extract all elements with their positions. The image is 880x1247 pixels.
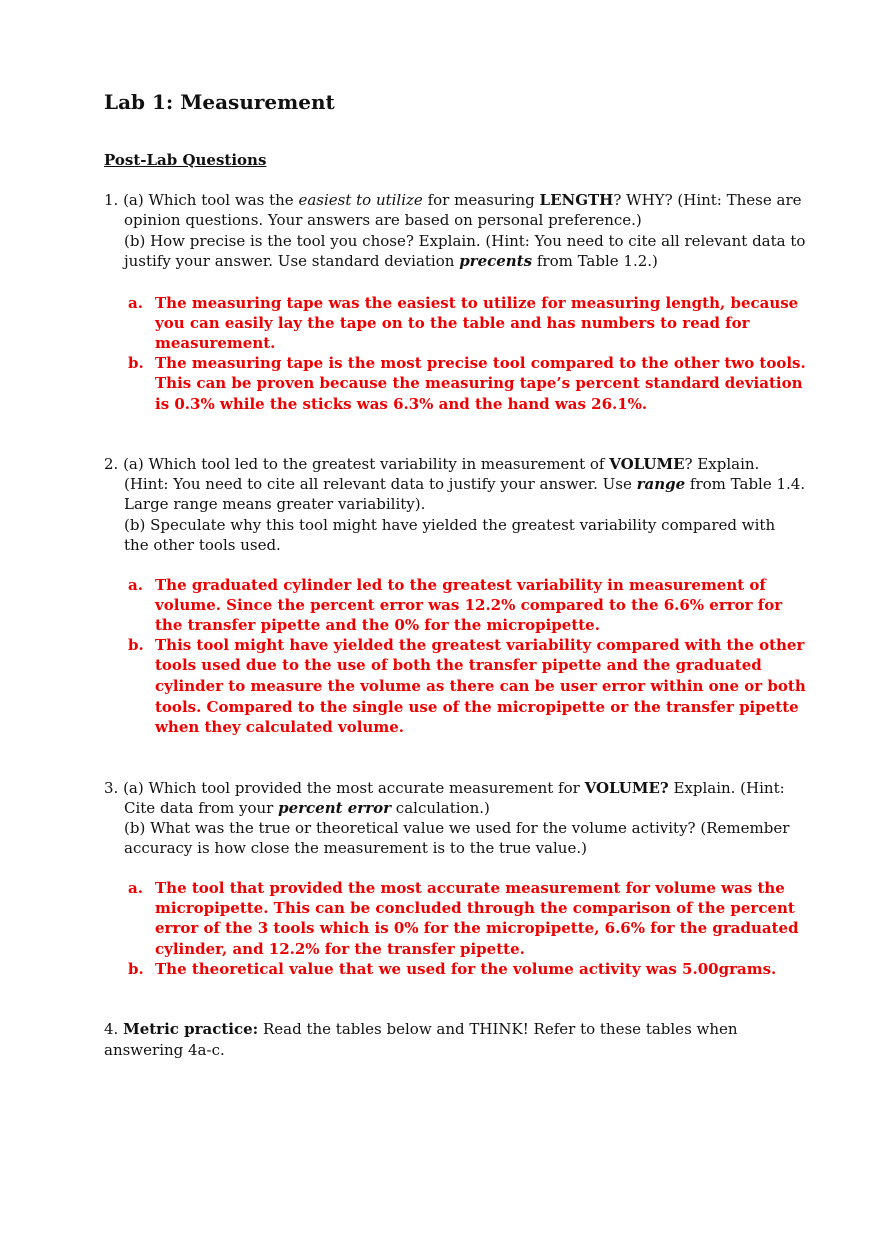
q2-answer-b-line: when they calculated volume. <box>155 718 404 736</box>
q2-keyword: VOLUME <box>609 455 685 473</box>
q2-line-3: Large range means greater variability). <box>124 495 426 513</box>
q1-answer-a-line: The measuring tape was the easiest to utilize for measuring length, because <box>155 294 799 312</box>
q1-answer-b-marker: b. <box>128 354 144 372</box>
q2-line-2: (Hint: You need to cite all relevant data to justify your answer. Use range from Table 1.4. <box>124 475 806 493</box>
q3-answer-a-line: cylinder, and 12.2% for the transfer pipette. <box>155 940 525 958</box>
q1-line-2: opinion questions. Your answers are based on personal preference.) <box>124 211 642 229</box>
q3-line-3: (b) What was the true or theoretical value we used for the volume activity? (Remember <box>124 819 790 837</box>
q3-answer-a-marker: a. <box>128 879 143 897</box>
q3-answer-b-line: The theoretical value that we used for the volume activity was 5.00grams. <box>155 960 777 978</box>
q2-answer-a-line: The graduated cylinder led to the greatest variability in measurement of <box>155 576 766 594</box>
q3-answer-b-marker: b. <box>128 960 144 978</box>
q1-line-3: (b) How precise is the tool you chose? Explain. (Hint: You need to cite all relevant data to <box>124 232 806 250</box>
q3-keyword: VOLUME? <box>584 779 669 797</box>
q3-answer-a-line: micropipette. This can be concluded through the comparison of the percent <box>155 899 795 917</box>
q1-answer-b-line: This can be proven because the measuring tape’s percent standard deviation <box>155 374 803 392</box>
q4-line-2: answering 4a-c. <box>104 1041 225 1059</box>
q2-line-4: (b) Speculate why this tool might have yielded the greatest variability compared with <box>124 516 776 534</box>
q3-emphasis: percent error <box>278 799 392 817</box>
q1-answer-a-line: measurement. <box>155 334 276 352</box>
q2-answer-a-marker: a. <box>128 576 143 594</box>
q3-line-2: Cite data from your percent error calculation.) <box>124 799 490 817</box>
section-heading: Post-Lab Questions <box>104 151 267 169</box>
q1-answer-b-line: is 0.3% while the sticks was 6.3% and the hand was 26.1%. <box>155 395 648 413</box>
q2-line-1: 2. (a) Which tool led to the greatest variability in measurement of VOLUME? Explain. <box>104 455 760 473</box>
q1-keyword: LENGTH <box>539 191 614 209</box>
q2-answer-b-line: This tool might have yielded the greatest variability compared with the other <box>155 636 805 654</box>
q3-line-4: accuracy is how close the measurement is to the true value.) <box>124 839 587 857</box>
q1-emphasis-2: precents <box>459 252 533 270</box>
q2-answer-a-line: volume. Since the percent error was 12.2% compared to the 6.6% error for <box>155 596 783 614</box>
q1-line-4: justify your answer. Use standard deviation precents from Table 1.2.) <box>124 252 658 270</box>
q1-answer-a-marker: a. <box>128 294 143 312</box>
q2-answer-a-line: the transfer pipette and the 0% for the micropipette. <box>155 616 600 634</box>
q4-keyword: Metric practice: <box>123 1020 259 1038</box>
q1-answer-a-line: you can easily lay the tape on to the table and has numbers to read for <box>155 314 750 332</box>
q4-line-1: 4. Metric practice: Read the tables below and THINK! Refer to these tables when <box>104 1020 738 1038</box>
page-title: Lab 1: Measurement <box>104 90 335 114</box>
q2-answer-b-line: cylinder to measure the volume as there can be user error within one or both <box>155 677 806 695</box>
q2-answer-b-line: tools used due to the use of both the transfer pipette and the graduated <box>155 656 762 674</box>
q2-line-5: the other tools used. <box>124 536 281 554</box>
q1-line-1: 1. (a) Which tool was the easiest to utilize for measuring LENGTH? WHY? (Hint: These are <box>104 191 802 209</box>
q1-emphasis: easiest to utilize <box>298 191 423 209</box>
q2-answer-b-line: tools. Compared to the single use of the micropipette or the transfer pipette <box>155 698 799 716</box>
q2-emphasis: range <box>636 475 686 493</box>
q1-answer-b-line: The measuring tape is the most precise tool compared to the other two tools. <box>155 354 806 372</box>
q3-answer-a-line: The tool that provided the most accurate measurement for volume was the <box>155 879 785 897</box>
q3-line-1: 3. (a) Which tool provided the most accurate measurement for VOLUME? Explain. (Hint: <box>104 779 785 797</box>
q2-answer-b-marker: b. <box>128 636 144 654</box>
q3-answer-a-line: error of the 3 tools which is 0% for the micropipette, 6.6% for the graduated <box>155 919 799 937</box>
